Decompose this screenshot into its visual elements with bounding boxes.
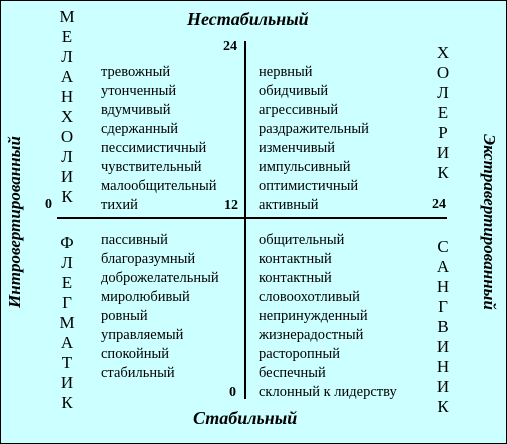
trait-item: управляемый	[101, 327, 184, 343]
quadrant-top-left-list	[101, 63, 217, 215]
letter: Р	[438, 123, 448, 142]
letter: К	[61, 187, 73, 206]
tick-left: 0	[45, 197, 52, 212]
letter: И	[60, 373, 74, 392]
trait-item: миролюбивый	[101, 289, 190, 305]
trait-item: сдержанный	[101, 121, 178, 137]
trait-item: импульсивный	[259, 159, 351, 175]
letter: Г	[438, 297, 448, 316]
trait-item: тревожный	[101, 64, 171, 80]
letter: Х	[436, 43, 450, 62]
left-axis-title: Интровертированный	[5, 136, 24, 308]
trait-item: беспечный	[259, 365, 326, 381]
letter: И	[60, 167, 74, 186]
trait-item: тихий	[101, 197, 138, 213]
vertical-axis	[244, 41, 246, 399]
letter: И	[436, 377, 450, 396]
trait-item: утонченный	[101, 83, 177, 99]
letter: Х	[60, 107, 74, 126]
letter: К	[61, 393, 73, 412]
quadrant-bottom-right-list	[259, 231, 397, 402]
letter: О	[436, 63, 450, 82]
tick-bottom: 0	[229, 385, 236, 400]
trait-item: обидчивый	[259, 83, 329, 99]
trait-item: словоохотливый	[259, 289, 360, 305]
melancholic-label	[59, 7, 75, 207]
letter: О	[60, 127, 74, 146]
trait-item: контактный	[259, 251, 332, 267]
trait-item: пессимистичный	[101, 140, 207, 156]
trait-item: ровный	[101, 308, 148, 324]
letter: А	[436, 257, 450, 276]
trait-item: пассивный	[101, 232, 168, 248]
letter: Е	[61, 273, 73, 292]
letter: В	[437, 317, 449, 336]
horizontal-axis	[57, 217, 447, 219]
letter: Н	[60, 87, 74, 106]
tick-center: 12	[224, 198, 238, 213]
right-axis-title: Экстравертированный	[480, 134, 499, 310]
letter: Н	[436, 357, 450, 376]
trait-item: агрессивный	[259, 102, 339, 118]
letter: Л	[437, 83, 449, 102]
quadrant-top-right-list	[259, 63, 369, 215]
top-axis-title: Нестабильный	[187, 9, 309, 29]
trait-item: чувствительный	[101, 159, 202, 175]
letter: А	[60, 333, 74, 352]
letter: Г	[62, 293, 72, 312]
letter: Ф	[60, 233, 74, 252]
trait-item: общительный	[259, 232, 345, 248]
letter: Н	[436, 277, 450, 296]
trait-item: контактный	[259, 270, 332, 286]
letter: А	[60, 67, 74, 86]
trait-item: непринужденный	[259, 308, 368, 324]
trait-item: расторопный	[259, 346, 341, 362]
sanguine-label	[435, 237, 451, 417]
letter: Е	[437, 103, 449, 122]
phlegmatic-label	[59, 233, 75, 413]
trait-item: нервный	[259, 64, 313, 80]
trait-item: изменчивый	[259, 140, 336, 156]
letter: Е	[61, 27, 73, 46]
trait-item: вдумчивый	[101, 102, 171, 118]
letter: К	[437, 163, 449, 182]
letter: К	[437, 397, 449, 416]
letter: С	[437, 237, 449, 256]
letter: И	[436, 143, 450, 162]
trait-item: спокойный	[101, 346, 170, 362]
letter: М	[59, 7, 75, 26]
trait-item: доброжелательный	[101, 270, 219, 286]
trait-item: жизнерадостный	[259, 327, 364, 343]
letter: Л	[61, 147, 73, 166]
trait-item: склонный к лидерству	[259, 384, 397, 400]
tick-top: 24	[223, 39, 237, 54]
trait-item: стабильный	[101, 365, 175, 381]
letter: М	[59, 313, 75, 332]
letter: Т	[61, 353, 73, 372]
trait-item: раздражительный	[259, 121, 369, 137]
trait-item: оптимистичный	[259, 178, 359, 194]
trait-item: малообщительный	[101, 178, 217, 194]
tick-right: 24	[432, 197, 446, 212]
choleric-label	[435, 43, 451, 183]
letter: Л	[61, 47, 73, 66]
trait-item: благоразумный	[101, 251, 196, 267]
bottom-axis-title: Стабильный	[193, 408, 298, 428]
letter: И	[436, 337, 450, 356]
trait-item: активный	[259, 197, 319, 213]
letter: Л	[61, 253, 73, 272]
quadrant-bottom-left-list	[101, 231, 219, 383]
